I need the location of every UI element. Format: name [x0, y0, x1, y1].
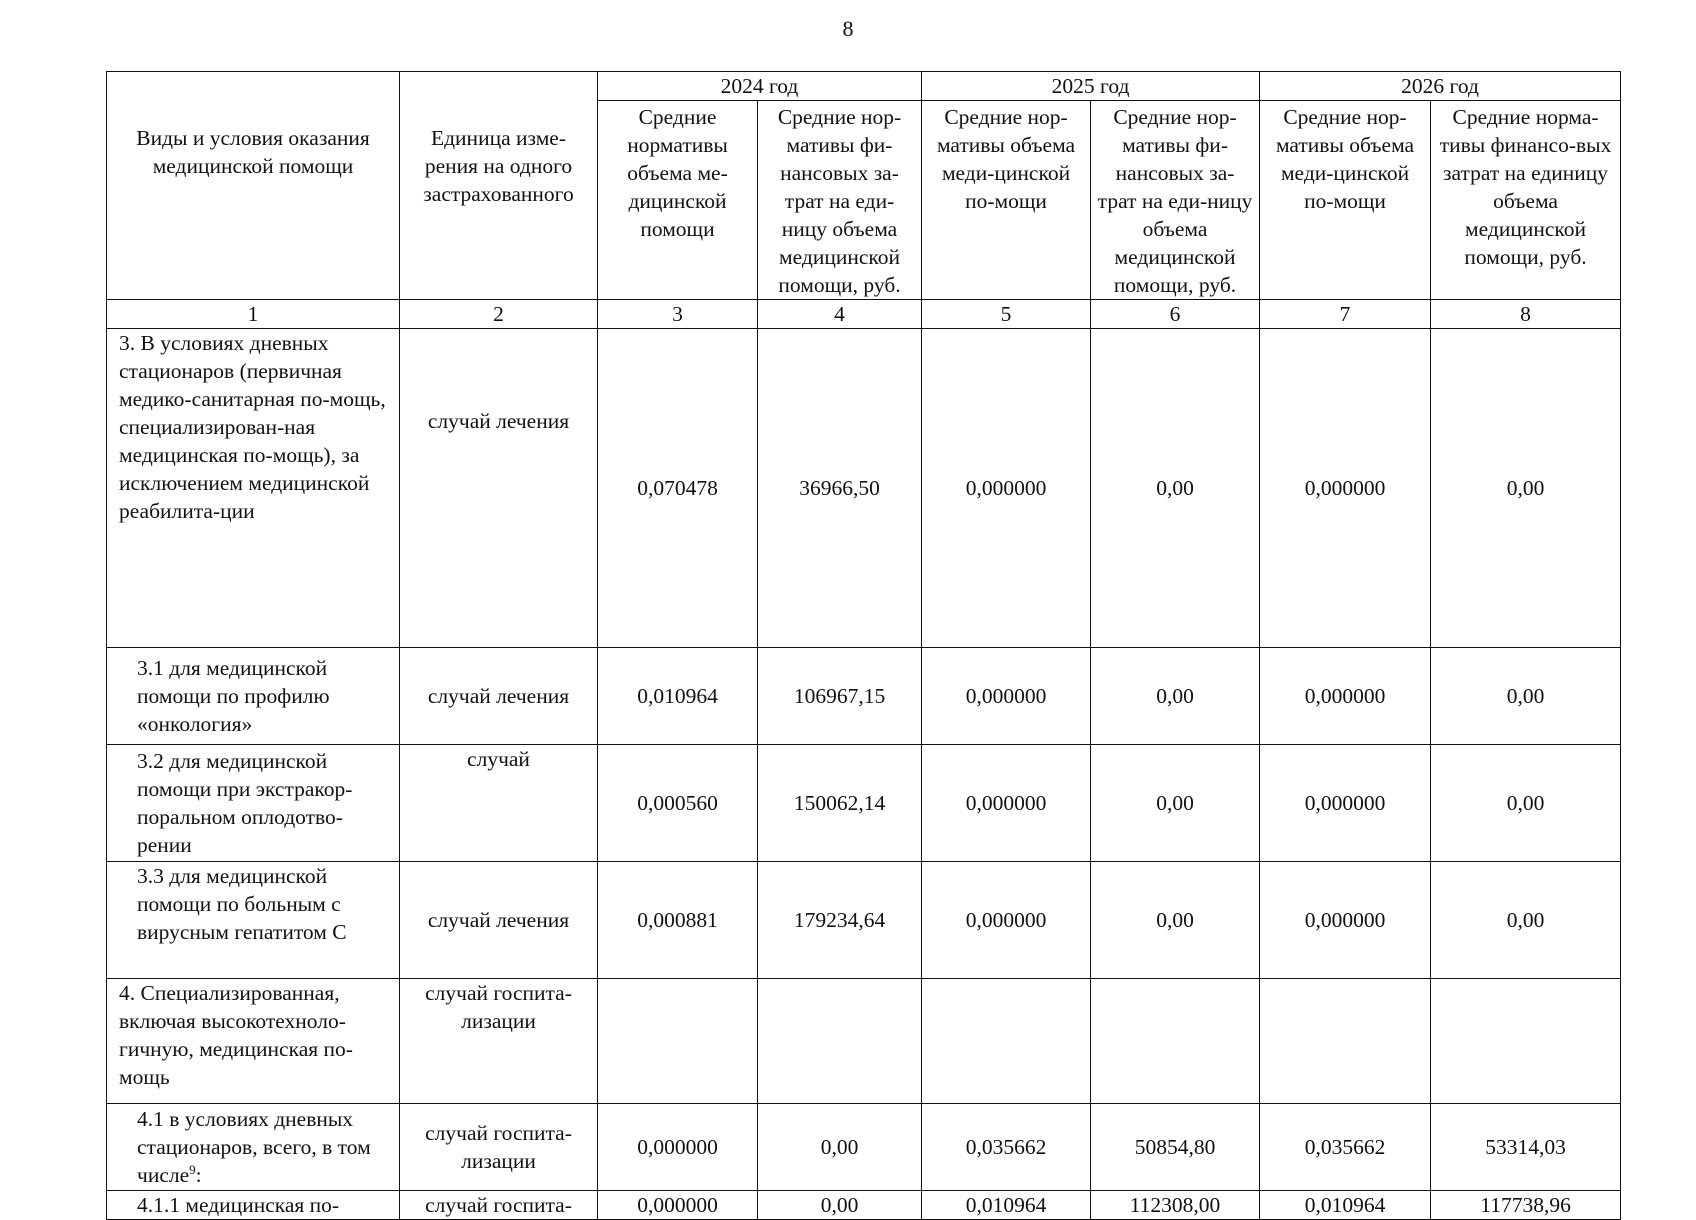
row-value: 150062,14 [758, 745, 922, 862]
header-cost-2025: Средние нор-мативы фи-нансовых за-трат на еди-ницу объема медицинской помощи, руб. [1091, 101, 1260, 300]
row-value: 179234,64 [758, 862, 922, 979]
row-value: 0,010964 [598, 648, 758, 745]
header-cost-2024: Средние нор-мативы фи-нансовых за-трат на еди-ницу объема медицинской помощи, руб. [758, 101, 922, 300]
row-value: 0,010964 [1260, 1191, 1431, 1220]
header-cost-2026: Средние норма-тивы финансо-вых затрат на единицу объема медицинской помощи, руб. [1431, 101, 1621, 300]
row-value: 0,000560 [598, 745, 758, 862]
row-description [107, 1104, 400, 1191]
row-description-text: 4.1 в условиях дневных стационаров, всего, в том числе [137, 1107, 371, 1187]
header-care-types: Виды и условия оказания медицинской помощи [107, 72, 400, 300]
header-year-2024: 2024 год [598, 72, 922, 101]
row-value: 0,00 [1091, 862, 1260, 979]
column-number: 7 [1260, 300, 1431, 329]
table-row [107, 862, 1621, 979]
row-value [1260, 979, 1431, 1104]
row-value: 50854,80 [1091, 1104, 1260, 1191]
row-unit: случай [400, 745, 598, 862]
row-value: 0,00 [1091, 329, 1260, 648]
row-value: 0,070478 [598, 329, 758, 648]
footnote-marker: 9 [189, 1161, 196, 1177]
row-value: 0,00 [1431, 329, 1621, 648]
row-value: 0,000000 [1260, 862, 1431, 979]
row-unit: случай лечения [400, 329, 598, 648]
row-value: 0,00 [758, 1104, 922, 1191]
row-value [758, 979, 922, 1104]
row-value: 0,000000 [922, 329, 1091, 648]
column-number: 4 [758, 300, 922, 329]
header-volume-2025: Средние нор-мативы объема меди-цинской по-мощи [922, 101, 1091, 300]
row-value: 0,000000 [1260, 648, 1431, 745]
row-value: 0,000000 [1260, 329, 1431, 648]
row-value [1091, 979, 1260, 1104]
row-value: 0,00 [1091, 648, 1260, 745]
header-year-2026: 2026 год [1260, 72, 1621, 101]
row-value: 117738,96 [1431, 1191, 1621, 1220]
table-row [107, 648, 1621, 745]
column-number: 5 [922, 300, 1091, 329]
row-unit: случай госпита-лизации [400, 1104, 598, 1191]
table-row [107, 1191, 1621, 1220]
column-number: 1 [107, 300, 400, 329]
row-value: 106967,15 [758, 648, 922, 745]
row-unit: случай госпита-лизации [400, 979, 598, 1104]
column-number: 6 [1091, 300, 1260, 329]
row-value [922, 979, 1091, 1104]
row-value: 0,035662 [922, 1104, 1091, 1191]
row-value: 0,00 [1431, 862, 1621, 979]
row-value: 112308,00 [1091, 1191, 1260, 1220]
row-value: 0,035662 [1260, 1104, 1431, 1191]
header-unit: Единица изме-рения на одного застрахованного [400, 72, 598, 300]
page-number: 8 [842, 16, 854, 41]
row-value [1431, 979, 1621, 1104]
header-volume-2026: Средние нор-мативы объема меди-цинской по-мощи [1260, 101, 1431, 300]
table-row [107, 1104, 1621, 1191]
row-value [598, 979, 758, 1104]
header-year-row [107, 72, 1621, 101]
row-description: 3.3 для медицинской помощи по больным с вирусным гепатитом С [107, 862, 400, 979]
row-description: 4. Специализированная, включая высокотехноло-гичную, медицинская по-мощь [107, 979, 400, 1104]
row-value: 0,010964 [922, 1191, 1091, 1220]
row-value: 0,00 [758, 1191, 922, 1220]
header-year-2025: 2025 год [922, 72, 1260, 101]
column-number: 8 [1431, 300, 1621, 329]
row-description: 3. В условиях дневных стационаров (первичная медико-санитарная по-мощь, специализирован-ная медицинская по-мощь), за исключением медицинской реабилита-ции [107, 329, 400, 648]
row-description: 3.2 для медицинской помощи при экстракор-поральном оплодотво-рении [107, 745, 400, 862]
row-value: 0,000000 [922, 648, 1091, 745]
header-volume-2024: Средние нормативы объема ме-дицинской помощи [598, 101, 758, 300]
row-description: 3.1 для медицинской помощи по профилю «онкология» [107, 648, 400, 745]
table-row [107, 745, 1621, 862]
column-numbers-row [107, 300, 1621, 329]
column-number: 2 [400, 300, 598, 329]
row-value: 0,00 [1091, 745, 1260, 862]
row-value: 0,00 [1431, 648, 1621, 745]
row-value: 36966,50 [758, 329, 922, 648]
row-value: 53314,03 [1431, 1104, 1621, 1191]
row-description-tail: : [195, 1163, 202, 1187]
row-value: 0,00 [1431, 745, 1621, 862]
row-value: 0,000881 [598, 862, 758, 979]
table-row [107, 329, 1621, 648]
row-unit: случай лечения [400, 862, 598, 979]
row-description: 4.1.1 медицинская по- [107, 1191, 400, 1220]
row-unit: случай лечения [400, 648, 598, 745]
table-row [107, 979, 1621, 1104]
row-value: 0,000000 [922, 745, 1091, 862]
row-value: 0,000000 [598, 1104, 758, 1191]
row-unit: случай госпита- [400, 1191, 598, 1220]
medical-care-norms-table [106, 71, 1621, 1220]
row-value: 0,000000 [922, 862, 1091, 979]
row-value: 0,000000 [598, 1191, 758, 1220]
column-number: 3 [598, 300, 758, 329]
row-value: 0,000000 [1260, 745, 1431, 862]
